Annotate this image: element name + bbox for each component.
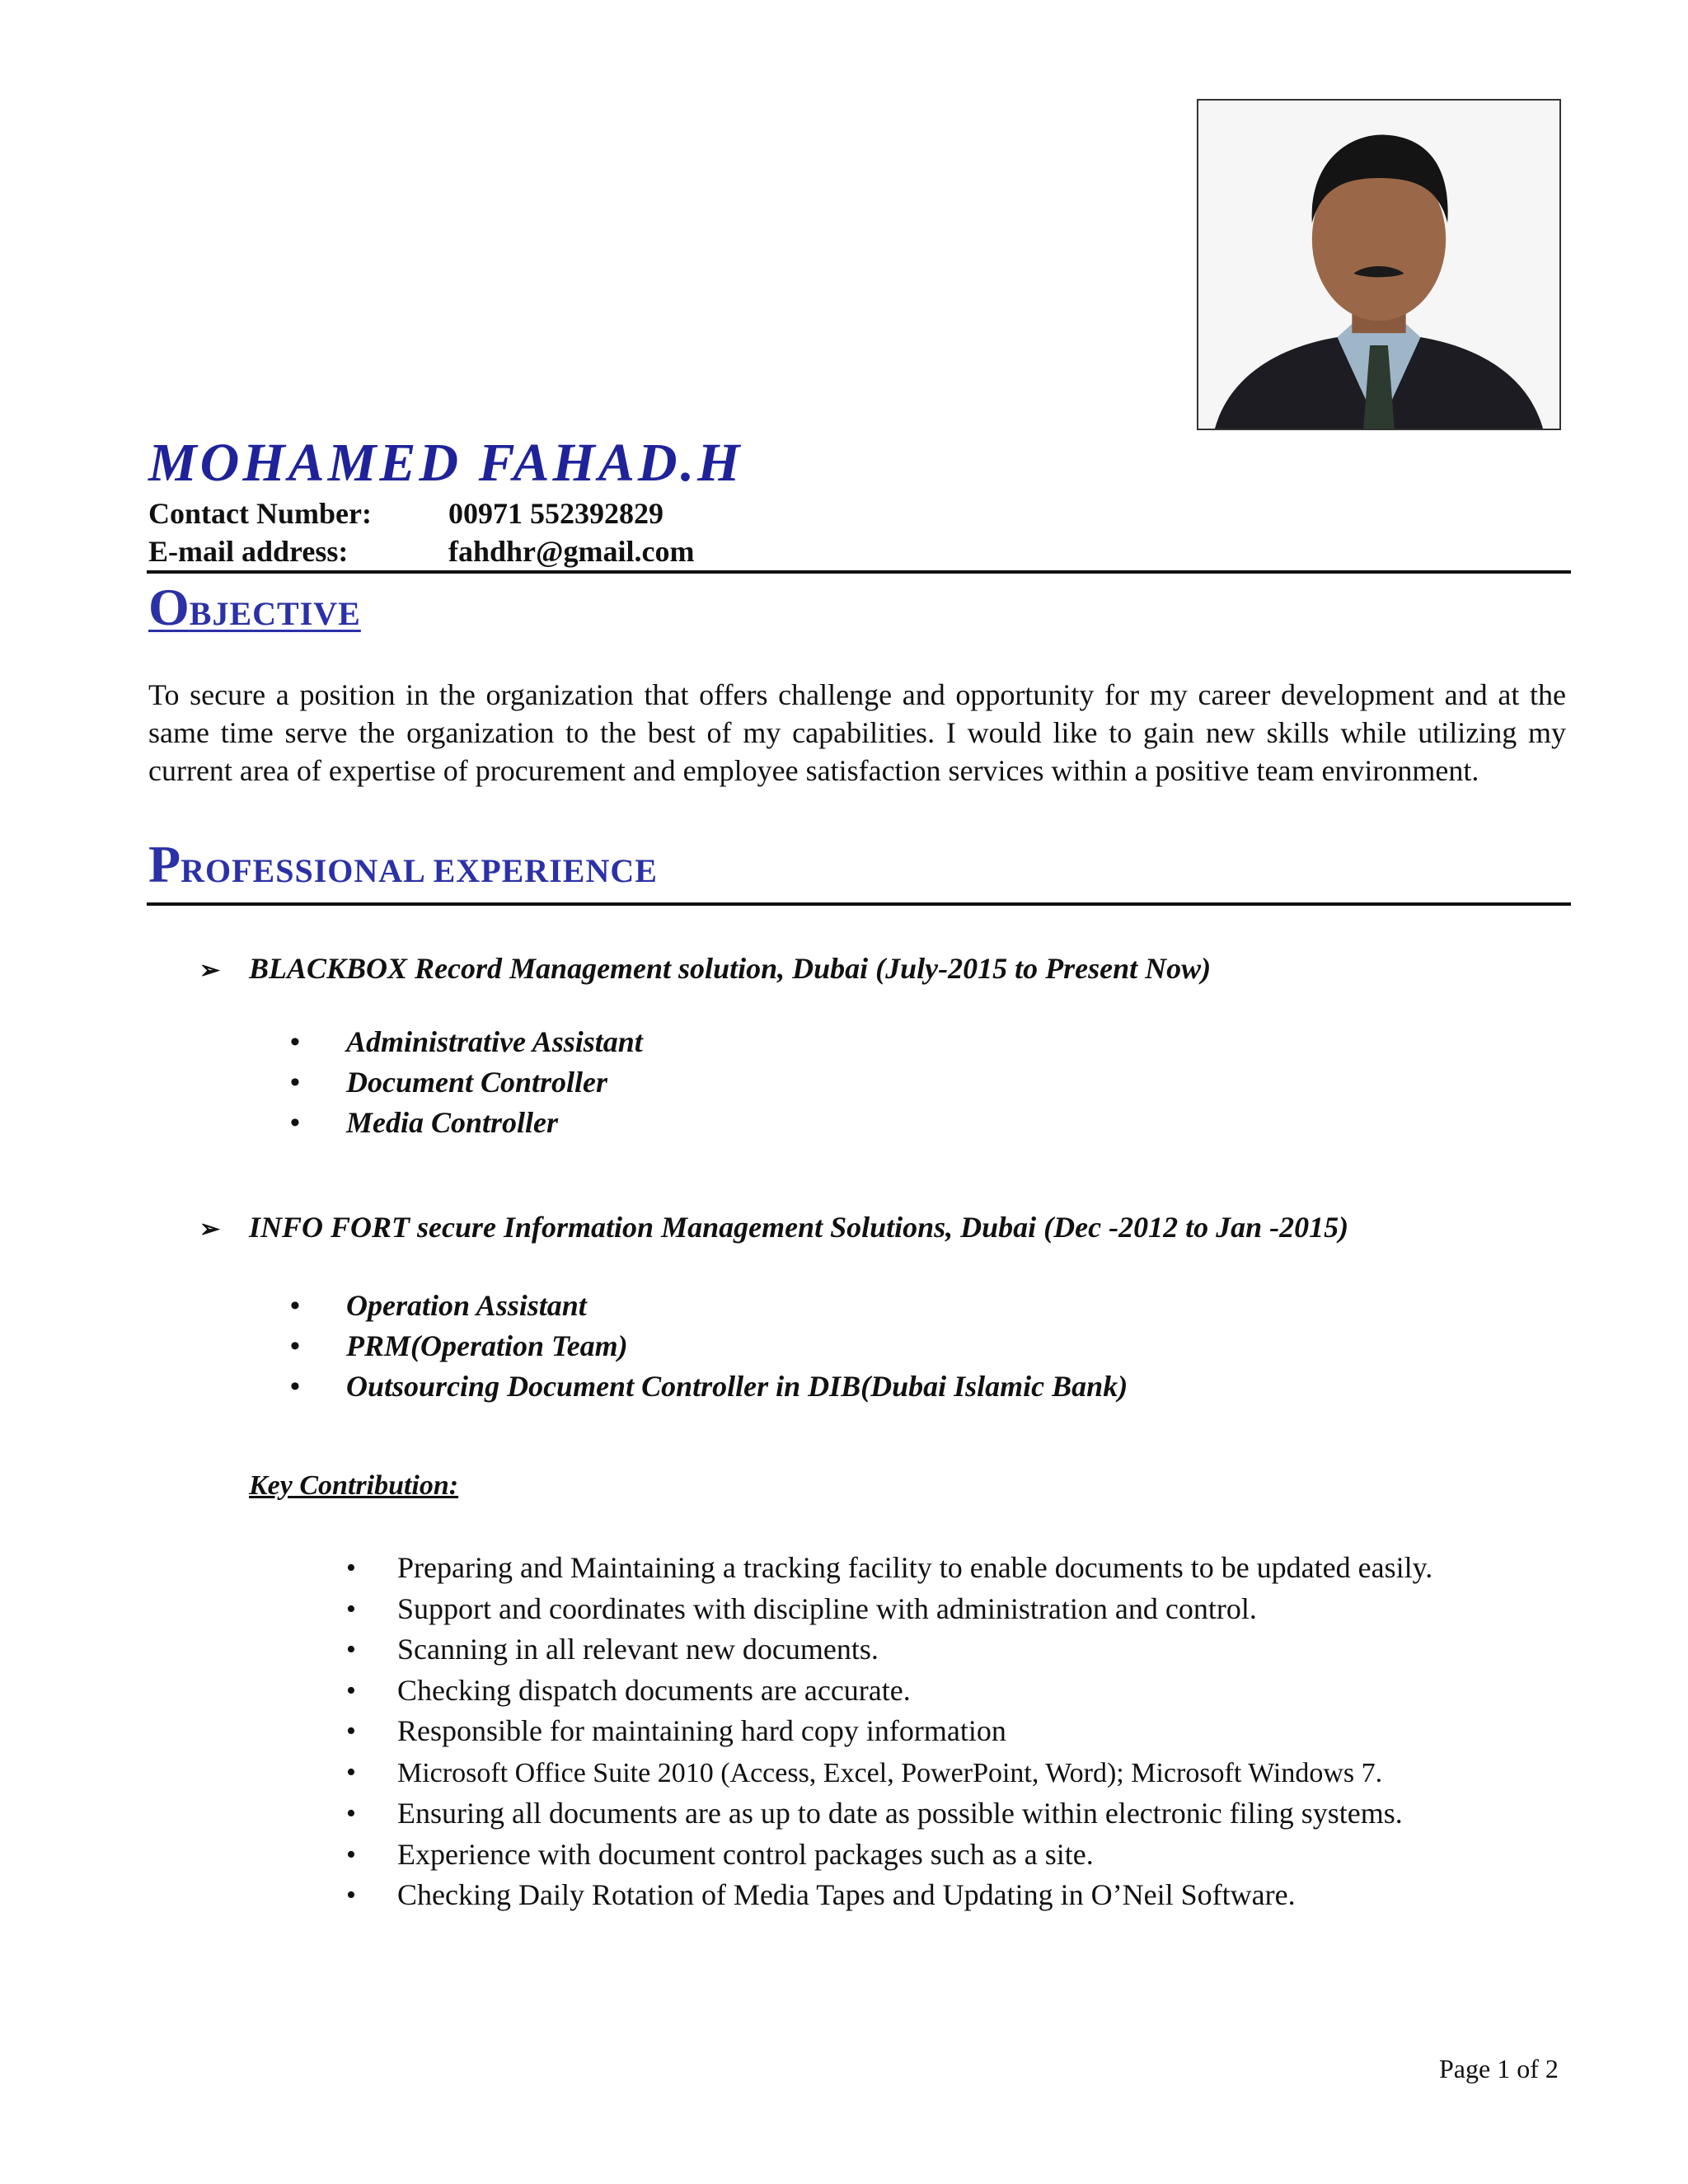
list-item <box>290 1366 1128 1407</box>
list-item <box>346 1793 1432 1835</box>
objective-text: To secure a position in the organization that offers challenge and opportunity for my career development and at the same time serve the organization to the best of my capabilities. I would like to gain new skills while utilizing my current area of expertise of procurement and employee satisfaction services within a positive team environment. <box>148 678 1566 787</box>
objective-heading-initial: O <box>148 578 190 636</box>
list-item <box>290 1062 643 1103</box>
job-roles-list <box>290 1286 1128 1407</box>
bullet-icon: • <box>346 1839 356 1870</box>
bullet-icon: • <box>290 1027 300 1057</box>
experience-heading-rest: ROFESSIONAL EXPERIENCE <box>181 852 658 889</box>
bullet-icon: • <box>346 1634 356 1665</box>
bullet-icon: • <box>290 1371 300 1402</box>
bullet-icon: • <box>346 1880 356 1910</box>
objective-heading <box>148 577 361 638</box>
objective-heading-rest: BJECTIVE <box>189 595 361 632</box>
contribution-text: Responsible for maintaining hard copy information <box>397 1714 1006 1747</box>
contribution-text: Checking Daily Rotation of Media Tapes and Updating in O’Neil Software. <box>397 1878 1296 1911</box>
email-label: E-mail address: <box>148 535 349 568</box>
role-title: Document Controller <box>346 1066 608 1099</box>
profile-photo <box>1197 99 1561 430</box>
contribution-text: Preparing and Maintaining a tracking facility to enable documents to be updated easily. <box>397 1551 1433 1584</box>
list-item <box>346 1548 1432 1589</box>
contact-number-value: 00971 552392829 <box>448 497 663 530</box>
arrow-bullet-icon: ➢ <box>199 1216 221 1243</box>
bullet-icon: • <box>290 1291 300 1321</box>
role-title: PRM(Operation Team) <box>346 1329 628 1362</box>
bullet-icon: • <box>290 1108 300 1138</box>
job-company <box>199 949 1211 990</box>
page-number: Page 1 of 2 <box>1439 2054 1559 2083</box>
header-divider <box>147 570 1571 574</box>
contribution-text: Checking dispatch documents are accurate. <box>397 1673 911 1707</box>
bullet-icon: • <box>346 1756 356 1788</box>
role-title: Operation Assistant <box>346 1289 587 1322</box>
arrow-bullet-icon: ➢ <box>199 957 221 984</box>
job-roles-list <box>290 1022 643 1143</box>
list-item <box>346 1835 1432 1876</box>
key-contribution-label: Key Contribution: <box>249 1470 459 1501</box>
experience-heading <box>148 834 658 895</box>
contribution-text: Experience with document control packages such as a site. <box>397 1837 1094 1871</box>
bullet-icon: • <box>290 1067 300 1098</box>
contribution-text: Support and coordinates with discipline with administration and control. <box>397 1591 1257 1625</box>
contribution-text: Ensuring all documents are as up to date as possible within electronic filing systems. <box>397 1797 1403 1830</box>
experience-divider <box>147 902 1571 906</box>
bullet-icon: • <box>346 1798 356 1829</box>
email-row <box>148 532 694 570</box>
list-item <box>346 1875 1432 1916</box>
bullet-icon: • <box>346 1593 356 1624</box>
contribution-text: Microsoft Office Suite 2010 (Access, Excel, PowerPoint, Word); Microsoft Windows 7. <box>397 1757 1383 1788</box>
candidate-name: MOHAMED FAHAD.H <box>148 433 743 493</box>
role-title: Outsourcing Document Controller in DIB(Dubai Islamic Bank) <box>346 1370 1128 1403</box>
job-company-text: BLACKBOX Record Management solution, Dubai (July-2015 to Present Now) <box>249 952 1212 985</box>
contributions-list <box>346 1548 1432 1916</box>
contribution-text: Scanning in all relevant new documents. <box>397 1633 879 1666</box>
bullet-icon: • <box>346 1553 356 1583</box>
list-item <box>346 1629 1432 1671</box>
job-company-text: INFO FORT secure Information Management Solutions, Dubai (Dec -2012 to Jan -2015) <box>249 1211 1349 1244</box>
list-item <box>346 1711 1432 1752</box>
list-item <box>346 1671 1432 1712</box>
bullet-icon: • <box>346 1716 356 1746</box>
role-title: Administrative Assistant <box>346 1025 643 1058</box>
email-value[interactable]: fahdhr@gmail.com <box>448 535 695 568</box>
portrait-image <box>1198 101 1559 429</box>
role-title: Media Controller <box>346 1106 559 1139</box>
contact-number-row <box>148 494 663 532</box>
list-item <box>346 1752 1432 1794</box>
job-company <box>199 1208 1348 1249</box>
experience-heading-initial: P <box>148 835 181 893</box>
list-item <box>290 1022 643 1062</box>
list-item <box>290 1326 1128 1366</box>
bullet-icon: • <box>290 1331 300 1361</box>
bullet-icon: • <box>346 1675 356 1706</box>
list-item <box>290 1103 643 1143</box>
list-item <box>290 1286 1128 1326</box>
list-item <box>346 1589 1432 1630</box>
contact-number-label: Contact Number: <box>148 497 372 530</box>
